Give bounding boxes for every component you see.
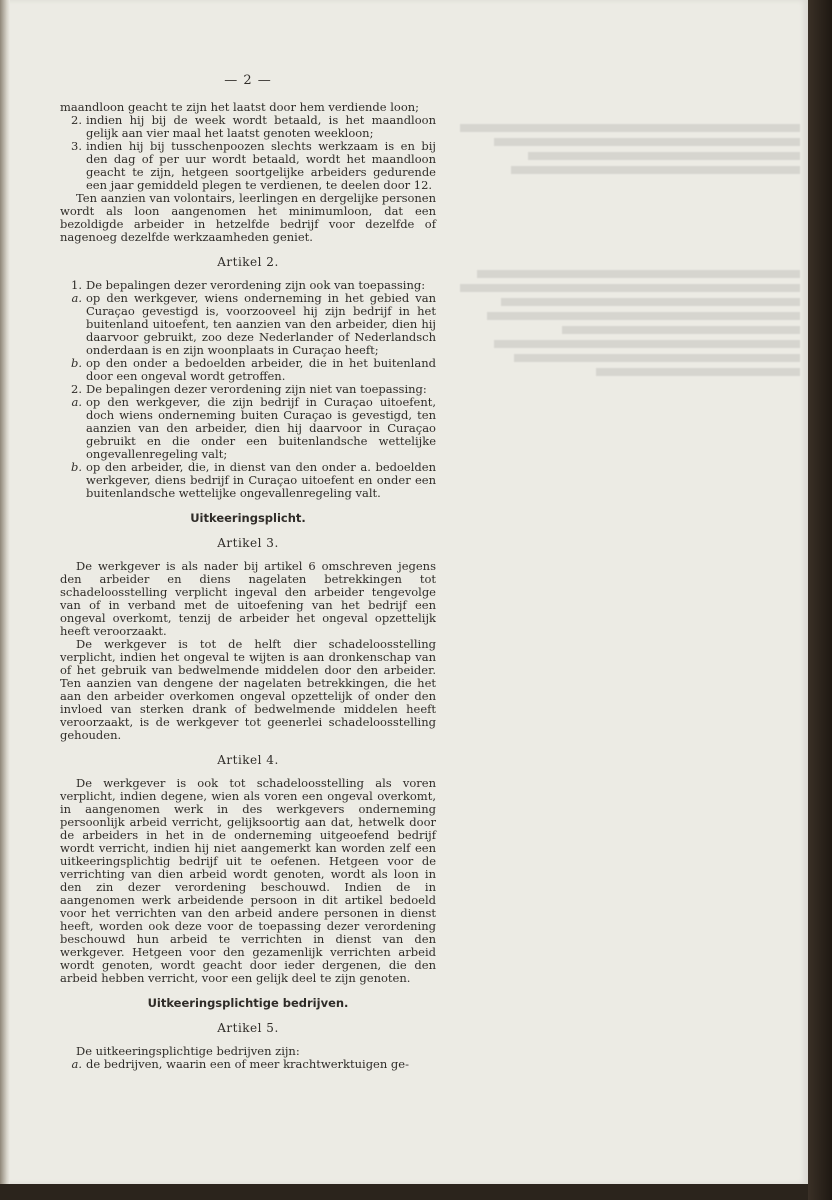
text-column: [60, 74, 436, 1071]
scan-bottom-edge: [0, 1184, 808, 1200]
list-marker: b.: [70, 356, 82, 370]
paragraph: De werkgever is als nader bij artikel 6 omschreven jegens den arbeider en diens nagelaten betrekkingen tot schadeloosstelling verplicht ingeval den arbeider tengevolge van of in verband met de uitoefening van het bedrijf een ongeval overkomt, tenzij de arbeider het ongeval opzettelijk heeft veroorzaakt.: [60, 559, 436, 638]
bleed-through-text: [460, 60, 800, 540]
paragraph: De uitkeeringsplichtige bedrijven zijn:: [76, 1044, 300, 1058]
list-marker: a.: [71, 291, 82, 305]
page-number: — 2 —: [224, 73, 272, 88]
list-marker: 2.: [71, 382, 82, 396]
article-title: Artikel 4.: [217, 753, 279, 767]
article-title: Artikel 2.: [217, 255, 279, 269]
paragraph: maandloon geacht te zijn het laatst door hem verdiende loon;: [60, 100, 420, 114]
list-marker: a.: [71, 1057, 82, 1071]
list-item-text: De bepalingen dezer verordening zijn ook van toepassing:: [86, 278, 426, 292]
list-marker: 2.: [71, 113, 82, 127]
list-marker: b.: [70, 460, 82, 474]
list-item-text: de bedrijven, waarin een of meer krachtwerktuigen ge-: [86, 1057, 409, 1071]
list-item: [60, 114, 436, 140]
sub-list-item: [60, 1058, 436, 1071]
book-spine: [808, 0, 832, 1200]
list-item-text: indien hij bij tusschenpoozen slechts werkzaam is en bij den dag of per uur wordt betaald, wordt het maandloon geacht te zijn, hetgeen soortgelijke arbeiders gedurende een jaar gemiddeld plegen te verdienen, te deelen door 12.: [86, 139, 436, 192]
list-marker: 1.: [71, 278, 82, 292]
article-title: Artikel 5.: [217, 1021, 279, 1035]
paragraph: De werkgever is ook tot schadeloosstelling als voren verplicht, indien degene, wien als voren een ongeval overkomt, in aangenomen werk in des werkgevers onderneming persoonlijk arbeid verricht, gelijksoortig aan dat, hetwelk door de arbeiders in het in de onderneming uitgeoefend bedrijf wordt verricht, indien hij niet aangemerkt kan worden zelf een uitkeeringsplichtig bedrijf uit te oefenen. Hetgeen voor de verrichting van dien arbeid wordt genoten, wordt als loon in den zin dezer verordening beschouwd. Indien de in aangenomen werk arbeidende persoon in dit artikel bedoeld voor het verrichten van den arbeid andere personen in dienst heeft, worden ook deze voor de toepassing dezer verordening beschouwd hun arbeid te verrichten in dienst van den werkgever. Hetgeen voor den gezamenlijk verrichten arbeid wordt genoten, wordt geacht door ieder dergenen, die den arbeid hebben verricht, voor een gelijk deel te zijn genoten.: [60, 776, 436, 985]
section-heading: Uitkeeringsplicht.: [190, 511, 306, 525]
list-marker: 3.: [71, 139, 82, 153]
list-item-text: De bepalingen dezer verordening zijn niet van toepassing:: [86, 382, 427, 396]
sub-list-item: [60, 396, 436, 461]
paragraph: Ten aanzien van volontairs, leerlingen en dergelijke personen wordt als loon aangenomen het minimumloon, dat een bezoldigde arbeider in hetzelfde bedrijf voor dezelfde of nagenoeg dezelfde werkzaamheden geniet.: [60, 191, 437, 244]
article-title: Artikel 3.: [217, 536, 279, 550]
paragraph: De werkgever is tot de helft dier schadeloosstelling verplicht, indien het ongeval te wijten is aan dronkenschap van of het gebruik van bedwelmende middelen door den arbeider. Ten aanzien van dengene der nagelaten betrekkingen, die het aan den arbeider overkomen ongeval opzettelijk of onder den invloed van sterken drank of bedwelmende middelen heeft veroorzaakt, is de werkgever tot geenerlei schadeloosstelling gehouden.: [60, 637, 436, 742]
list-item-text: op den onder a bedoelden arbeider, die in het buitenland door een ongeval wordt getroffen.: [86, 356, 436, 383]
sub-list-item: [60, 357, 436, 383]
list-item-text: op den werkgever, wiens onderneming in het gebied van Curaçao gevestigd is, voorzooveel hij zijn bedrijf in het buitenland uitoefent, ten aanzien van den arbeider, dien hij daarvoor gebruikt, zoo deze Nederlander of Nederlandsch onderdaan is en zijn woonplaats in Curaçao heeft;: [86, 291, 436, 357]
sub-list-item: [60, 292, 436, 357]
list-marker: a.: [71, 395, 82, 409]
list-item-text: indien hij bij de week wordt betaald, is het maandloon gelijk aan vier maal het laatst genoten weekloon;: [86, 113, 436, 140]
list-item-text: op den arbeider, die, in dienst van den onder a. bedoelden werkgever, diens bedrijf in Curaçao uitoefent en onder een buitenlandsche wettelijke ongevallenregeling valt.: [86, 460, 436, 500]
list-item-text: op den werkgever, die zijn bedrijf in Curaçao uitoefent, doch wiens onderneming buiten Curaçao is gevestigd, ten aanzien van den arbeider, dien hij daarvoor in Curaçao gebruikt en die onder een buitenlandsche wettelijke ongevallenregeling valt;: [86, 395, 436, 461]
sub-list-item: [60, 461, 436, 500]
list-item: [60, 140, 436, 192]
page-gutter-shadow: [0, 0, 10, 1184]
section-heading: Uitkeeringsplichtige bedrijven.: [147, 996, 349, 1010]
